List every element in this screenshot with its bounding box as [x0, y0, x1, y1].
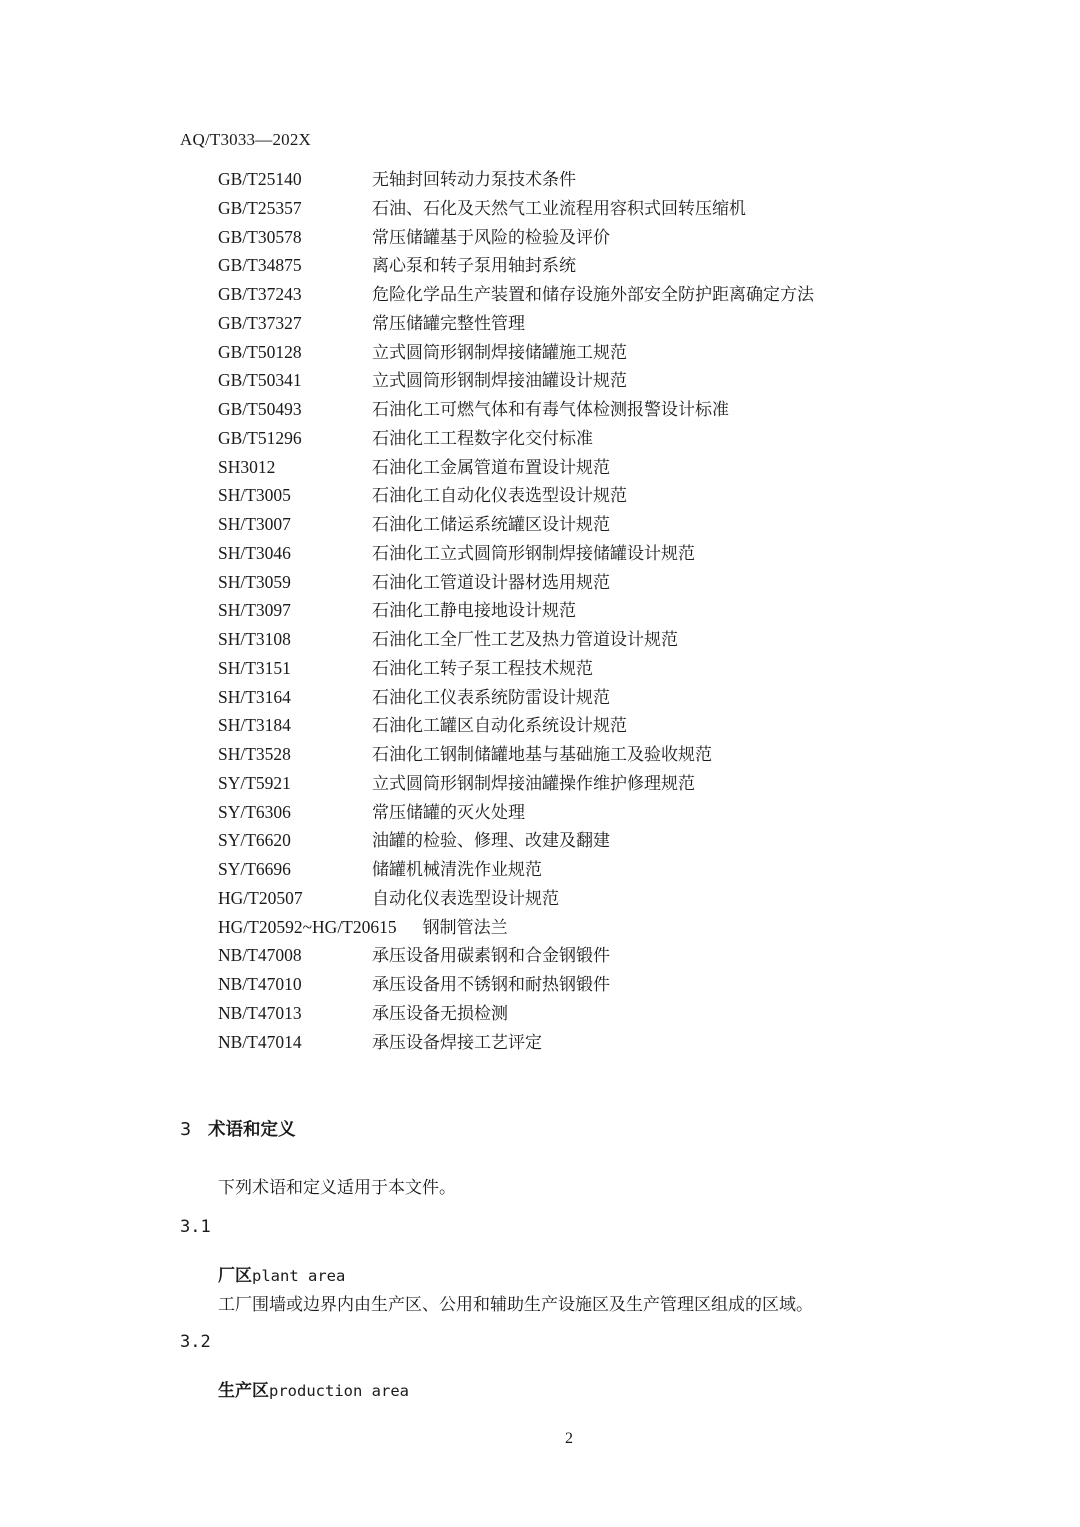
reference-title: 石油化工钢制储罐地基与基础施工及验收规范	[372, 745, 712, 765]
reference-title: 石油化工仪表系统防雷设计规范	[372, 687, 610, 708]
reference-code: SH/T3108	[218, 629, 291, 649]
reference-code: SH3012	[218, 456, 276, 477]
reference-title: 承压设备用不锈钢和耐热钢锻件	[372, 975, 610, 995]
reference-title: 石油、石化及天然气工业流程用容积式回转压缩机	[372, 198, 746, 219]
reference-code: GB/T34875	[218, 255, 302, 276]
reference-row	[218, 165, 978, 194]
reference-code: SH/T3528	[218, 744, 291, 764]
reference-code: SY/T6620	[218, 830, 291, 851]
reference-code: GB/T30578	[218, 226, 302, 247]
reference-code: GB/T51296	[218, 427, 302, 448]
reference-code: NB/T47010	[218, 974, 302, 994]
normative-references-list	[218, 165, 978, 1056]
reference-row	[218, 510, 978, 539]
reference-title: 承压设备用碳素钢和合金钢锻件	[372, 946, 610, 967]
reference-code: SH/T3059	[218, 571, 291, 592]
reference-row	[218, 481, 978, 510]
reference-row	[218, 194, 978, 223]
reference-title: 石油化工立式圆筒形钢制焊接储罐设计规范	[372, 543, 695, 564]
reference-row	[218, 654, 978, 683]
reference-row	[218, 970, 978, 999]
term-number: 3.2	[180, 1332, 211, 1352]
reference-row	[218, 769, 978, 798]
term-name-en: production area	[269, 1382, 409, 1400]
reference-code: GB/T50493	[218, 399, 302, 419]
reference-row	[218, 1028, 978, 1057]
reference-row	[218, 251, 978, 280]
reference-code: SY/T6696	[218, 859, 291, 879]
reference-row	[218, 366, 978, 395]
reference-code: SH/T3046	[218, 542, 291, 563]
term-definition: 工厂围墙或边界内由生产区、公用和辅助生产设施区及生产管理区组成的区域。	[218, 1295, 813, 1315]
section-number: 3	[180, 1120, 192, 1140]
reference-code: NB/T47014	[218, 1031, 302, 1052]
reference-code: SH/T3007	[218, 514, 291, 534]
term-name-en: plant area	[252, 1267, 346, 1285]
reference-row	[218, 424, 978, 453]
reference-row	[218, 913, 978, 942]
reference-row	[218, 855, 978, 884]
reference-title: 立式圆筒形钢制焊接油罐操作维护修理规范	[372, 773, 695, 794]
reference-title: 无轴封回转动力泵技术条件	[372, 170, 576, 190]
term-number: 3.1	[180, 1217, 211, 1237]
reference-title: 石油化工全厂性工艺及热力管道设计规范	[372, 630, 678, 650]
reference-title: 储罐机械清洗作业规范	[372, 860, 542, 880]
term-name	[218, 1376, 409, 1401]
reference-title: 石油化工自动化仪表选型设计规范	[372, 486, 627, 507]
reference-row	[218, 941, 978, 970]
reference-title: 离心泵和转子泵用轴封系统	[372, 256, 576, 277]
reference-row	[218, 798, 978, 827]
reference-title: 石油化工静电接地设计规范	[372, 601, 576, 622]
reference-code: GB/T25140	[218, 169, 302, 189]
reference-title: 承压设备无损检测	[372, 1003, 508, 1024]
reference-title: 立式圆筒形钢制焊接储罐施工规范	[372, 342, 627, 363]
reference-row	[218, 826, 978, 855]
reference-title: 石油化工储运系统罐区设计规范	[372, 515, 610, 535]
term-name-zh: 厂区	[218, 1266, 252, 1286]
reference-title: 石油化工管道设计器材选用规范	[372, 572, 610, 593]
term-name	[218, 1261, 345, 1286]
reference-title: 常压储罐基于风险的检验及评价	[372, 227, 610, 248]
reference-code: GB/T50128	[218, 341, 302, 362]
reference-code: GB/T25357	[218, 197, 302, 218]
reference-code: SY/T6306	[218, 801, 291, 822]
reference-row	[218, 711, 978, 740]
reference-title: 危险化学品生产装置和储存设施外部安全防护距离确定方法	[372, 285, 814, 305]
reference-row	[218, 740, 978, 769]
reference-title: 钢制管法兰	[422, 917, 508, 938]
reference-row	[218, 395, 978, 424]
reference-title: 油罐的检验、修理、改建及翻建	[372, 831, 610, 852]
reference-code: HG/T20507	[218, 887, 303, 908]
reference-row	[218, 683, 978, 712]
page-number: 2	[565, 1430, 573, 1447]
reference-title: 石油化工金属管道布置设计规范	[372, 457, 610, 478]
reference-title: 常压储罐完整性管理	[372, 313, 525, 334]
reference-row	[218, 453, 978, 482]
reference-row	[218, 280, 978, 309]
section-title: 术语和定义	[208, 1120, 296, 1140]
reference-row	[218, 568, 978, 597]
document-number-header: AQ/T3033—202X	[180, 130, 312, 149]
reference-title: 石油化工工程数字化交付标准	[372, 428, 593, 449]
reference-row	[218, 539, 978, 568]
reference-row	[218, 999, 978, 1028]
reference-code: SH/T3164	[218, 686, 291, 707]
reference-title: 立式圆筒形钢制焊接油罐设计规范	[372, 371, 627, 392]
reference-code: SH/T3097	[218, 600, 291, 621]
reference-title: 石油化工罐区自动化系统设计规范	[372, 716, 627, 737]
reference-code: SH/T3151	[218, 657, 291, 678]
reference-code: SH/T3184	[218, 715, 291, 736]
reference-code: SH/T3005	[218, 485, 291, 506]
reference-title: 石油化工转子泵工程技术规范	[372, 658, 593, 679]
term-name-zh: 生产区	[218, 1381, 269, 1401]
reference-code: HG/T20592~HG/T20615	[218, 916, 397, 937]
reference-row	[218, 596, 978, 625]
reference-code: NB/T47008	[218, 945, 302, 966]
section-heading	[180, 1116, 296, 1141]
reference-title: 石油化工可燃气体和有毒气体检测报警设计标准	[372, 400, 729, 420]
reference-title: 自动化仪表选型设计规范	[372, 888, 559, 909]
reference-code: NB/T47013	[218, 1002, 302, 1023]
reference-row	[218, 309, 978, 338]
reference-code: GB/T37243	[218, 284, 302, 304]
reference-row	[218, 884, 978, 913]
reference-title: 常压储罐的灭火处理	[372, 802, 525, 823]
reference-code: GB/T37327	[218, 312, 302, 333]
reference-title: 承压设备焊接工艺评定	[372, 1032, 542, 1053]
reference-code: SY/T5921	[218, 772, 291, 793]
reference-row	[218, 625, 978, 654]
reference-code: GB/T50341	[218, 370, 302, 391]
reference-row	[218, 223, 978, 252]
section-intro-text: 下列术语和定义适用于本文件。	[218, 1178, 456, 1198]
reference-row	[218, 338, 978, 367]
